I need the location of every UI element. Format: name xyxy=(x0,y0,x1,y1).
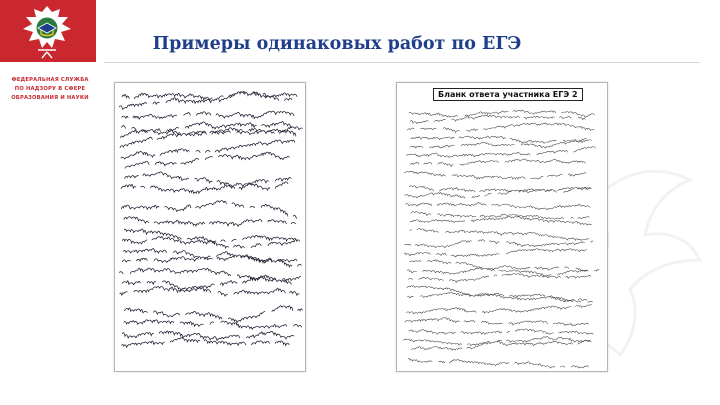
organization-name xyxy=(2,76,98,103)
handwriting-stroke xyxy=(405,240,599,248)
handwriting-stroke xyxy=(410,115,590,123)
organization-line: ФЕДЕРАЛЬНАЯ СЛУЖБА xyxy=(11,77,89,83)
handwriting-stroke xyxy=(120,277,292,295)
handwriting-stroke xyxy=(120,130,296,138)
handwriting-stroke xyxy=(410,229,594,241)
handwriting-stroke xyxy=(411,136,593,143)
brand-sidebar xyxy=(0,0,96,405)
handwriting-stroke xyxy=(121,201,296,219)
handwriting-stroke xyxy=(408,358,588,368)
handwriting-stroke xyxy=(122,111,295,119)
handwriting-stroke xyxy=(406,304,598,314)
handwriting-stroke xyxy=(122,331,294,340)
handwriting-stroke xyxy=(410,140,592,148)
handwriting-stroke xyxy=(408,274,590,283)
handwritten-document-right xyxy=(396,82,608,372)
handwriting-stroke xyxy=(409,260,599,272)
handwriting-stroke xyxy=(409,329,594,334)
logo-container xyxy=(0,0,96,62)
handwriting-stroke xyxy=(405,203,590,210)
handwriting-stroke xyxy=(405,187,592,198)
handwritten-document-left xyxy=(114,82,306,372)
handwriting-stroke xyxy=(407,292,592,302)
handwriting-stroke xyxy=(411,159,591,167)
handwriting-stroke xyxy=(122,255,301,267)
handwriting-stroke xyxy=(410,216,592,225)
handwriting-image-right xyxy=(397,83,607,371)
emblem-icon xyxy=(16,2,78,60)
handwriting-stroke xyxy=(124,320,302,330)
handwriting-stroke xyxy=(407,268,587,277)
handwriting-image-left xyxy=(115,83,305,371)
organization-line: ОБРАЗОВАНИЯ И НАУКИ xyxy=(11,95,89,101)
page-title: Примеры одинаковых работ по ЕГЭ xyxy=(152,34,522,54)
handwriting-stroke xyxy=(121,140,295,159)
handwriting-stroke xyxy=(122,338,290,348)
handwriting-stroke xyxy=(409,186,590,193)
answer-form-header: Бланк ответа участника ЕГЭ 2 xyxy=(433,88,583,101)
handwriting-stroke xyxy=(404,249,587,258)
handwriting-stroke xyxy=(124,229,296,248)
handwriting-stroke xyxy=(407,123,594,133)
handwriting-stroke xyxy=(124,306,302,323)
handwriting-stroke xyxy=(122,281,299,296)
handwriting-stroke xyxy=(404,171,586,179)
organization-line: ПО НАДЗОРУ В СФЕРЕ xyxy=(14,86,86,92)
handwriting-stroke xyxy=(124,217,296,227)
handwriting-stroke xyxy=(405,318,595,326)
title-divider xyxy=(104,62,700,63)
handwriting-stroke xyxy=(406,147,595,158)
